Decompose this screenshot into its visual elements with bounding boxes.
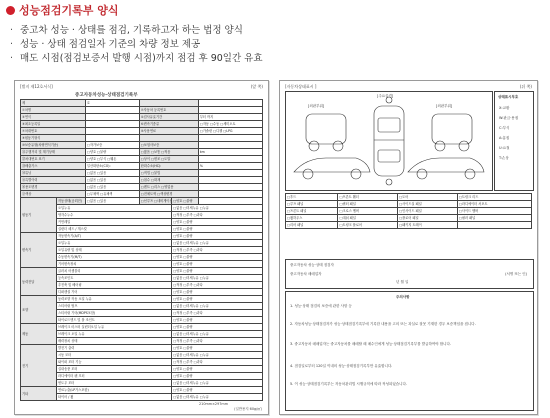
inspection-row bbox=[21, 254, 263, 261]
info-cell: □없음 □있음 bbox=[85, 177, 139, 184]
item-options: □양호 □불량 bbox=[172, 233, 263, 240]
check-cell: □사이드실 패널 bbox=[398, 201, 458, 208]
info-cell: □렌트 □리스 □영업용 bbox=[139, 184, 198, 191]
inspection-row bbox=[21, 226, 263, 233]
item-options: □양호 □불량 bbox=[172, 296, 263, 303]
check-cell: □프론트 휀더 bbox=[338, 194, 398, 201]
info-row bbox=[21, 170, 263, 177]
legend-title: 상태표시부호 bbox=[498, 95, 519, 99]
dot-icon: · bbox=[10, 39, 14, 50]
info-cell: 탄화수소(HC): bbox=[139, 163, 198, 170]
inspection-row bbox=[21, 352, 263, 359]
check-cell: □트렁크 플로어 bbox=[338, 222, 398, 229]
check-row bbox=[286, 201, 532, 208]
item-options: □양호 □불량 bbox=[172, 366, 263, 373]
info-cell: □양호 □불량 bbox=[85, 149, 139, 156]
legend-item: X:교환 bbox=[499, 106, 510, 110]
check-cell: □라디에이터 서포트 bbox=[457, 201, 531, 208]
date-label: 년 월 일 bbox=[396, 280, 409, 284]
form-number: [별지 제12호서식] bbox=[20, 84, 53, 89]
info-row bbox=[21, 107, 263, 114]
item-label: 자동변속기(A/T) bbox=[56, 233, 171, 240]
legend-box bbox=[494, 91, 534, 191]
check-cell: □쿼터 패널 bbox=[338, 201, 398, 208]
legend-item: T:손상 bbox=[499, 156, 509, 160]
inspection-row bbox=[21, 331, 263, 338]
inspection-row bbox=[21, 317, 263, 324]
item-options: □양호 □불량 bbox=[172, 317, 263, 324]
info-row bbox=[21, 142, 263, 149]
inspection-row bbox=[21, 366, 263, 373]
info-cell: □보험사보증 bbox=[139, 142, 198, 149]
dot-icon: · bbox=[10, 53, 14, 64]
info-cell: □무채색 □유채색 bbox=[85, 191, 139, 198]
notice-item: 1. 성능·상태 점검의 보증에 관한 사항 등 bbox=[290, 304, 352, 308]
title-text: 성능점검기록부 양식 bbox=[19, 4, 119, 17]
info-cell: ④검사유효기간 bbox=[139, 114, 198, 121]
item-label: 실내송풍 모터 bbox=[56, 366, 171, 373]
paper-spec: (일반용지 60g/㎡) bbox=[234, 407, 262, 411]
inspector-label: 중고자동차 성능·상태 점검자 bbox=[290, 263, 334, 267]
info-cell: □상이 □변조 □도말 bbox=[139, 156, 198, 163]
info-cell: □자동 □수동 □세미오토 bbox=[198, 121, 262, 128]
item-label: 오일유량 및 상태 bbox=[56, 247, 171, 254]
check-cell: □휠하우스 bbox=[286, 215, 338, 222]
item-options: □적정 □부족 □과다 bbox=[172, 282, 263, 289]
info-cell: ⑪주행거리 및 계기상태 bbox=[21, 149, 86, 156]
info-cell: □침수 □화재 bbox=[139, 177, 198, 184]
dealer-label: 중고자동차 매매업자 bbox=[290, 272, 322, 276]
item-options: □양호 □불량 bbox=[172, 261, 263, 268]
info-row bbox=[21, 100, 263, 107]
info-row bbox=[21, 128, 263, 135]
info-cell bbox=[198, 100, 262, 107]
info-cell bbox=[85, 135, 139, 142]
inspection-row bbox=[21, 394, 263, 401]
inspection-row bbox=[21, 219, 263, 226]
item-options: □적정 □부족 □과다 bbox=[172, 247, 263, 254]
item-label: 라디에이터 팬 모터 bbox=[56, 373, 171, 380]
section-label: 전기 bbox=[21, 345, 57, 387]
info-cell: ⑩보증유형(차량연식기준) bbox=[21, 142, 86, 149]
item-label: 오일누유 bbox=[56, 240, 171, 247]
info-cell: □없음 □있음 bbox=[85, 184, 139, 191]
info-cell bbox=[198, 156, 262, 163]
inspection-row bbox=[21, 212, 263, 219]
inspection-row bbox=[21, 247, 263, 254]
info-row bbox=[21, 177, 263, 184]
inspection-row bbox=[21, 268, 263, 275]
info-cell bbox=[85, 121, 139, 128]
item-label: 윈도우 모터 bbox=[56, 380, 171, 387]
item-label: 와이퍼 모터 기능 bbox=[56, 359, 171, 366]
item-label: 수동변속기(M/T) bbox=[56, 254, 171, 261]
notice-box bbox=[285, 291, 534, 411]
diagram-label: [자동차상태표시 ] bbox=[285, 84, 317, 89]
info-cell: ②자동차 등록번호 bbox=[139, 107, 198, 114]
item-label: 디퍼렌셜 기어 bbox=[56, 289, 171, 296]
car-diagram bbox=[285, 91, 493, 191]
item-label: 배력장치 상태 bbox=[56, 338, 171, 345]
item-label: 브레이크 마스터 실린더오일 누유 bbox=[56, 324, 171, 331]
form-heading: 중고자동차성능·상태점검기록부 bbox=[75, 93, 138, 98]
legend-item: A:흠집 bbox=[499, 136, 510, 140]
item-label: 실린더 헤드 / 개스킷 bbox=[56, 226, 171, 233]
check-cell: □패키지 트레이 bbox=[398, 222, 458, 229]
paper-size: 210mm×297mm bbox=[199, 402, 228, 406]
info-cell bbox=[85, 107, 139, 114]
item-label: 연료누출(LP가스포함) bbox=[56, 387, 171, 394]
info-cell: ⑤최초등록일 bbox=[21, 121, 86, 128]
check-cell bbox=[457, 222, 531, 229]
legend-item: C:부식 bbox=[499, 126, 510, 130]
inspection-row bbox=[21, 240, 263, 247]
check-row bbox=[286, 222, 532, 229]
info-cell bbox=[85, 114, 139, 121]
notice-item: 4. 점검일로부터 120일 이내의 성능·상태점검기록부만 유효합니다. bbox=[290, 364, 393, 368]
info-cell bbox=[198, 177, 262, 184]
item-options: □적정 □부족 □과다 bbox=[172, 359, 263, 366]
item-options: □양호 □불량 bbox=[172, 198, 263, 205]
item-options: □없음 □미세누유 □누유 bbox=[172, 394, 263, 401]
check-cell: □리어 패널 bbox=[286, 222, 338, 229]
item-options: □없음 □미세누유 □누유 bbox=[172, 352, 263, 359]
item-options: □적정 □부족 □과다 bbox=[172, 212, 263, 219]
info-cell: □선루프 □네비게이션 bbox=[139, 198, 198, 205]
info-cell: 제 bbox=[21, 100, 86, 107]
inspection-row bbox=[21, 310, 263, 317]
vehicle-info-table bbox=[20, 99, 263, 205]
item-label: 동력조향 작동 오일 누유 bbox=[56, 296, 171, 303]
info-cell: □전체도색 □색상변경 bbox=[139, 191, 198, 198]
info-cell: □없음 □있음 bbox=[85, 198, 139, 205]
inspection-row bbox=[21, 373, 263, 380]
check-cell: □대쉬 패널 bbox=[338, 215, 398, 222]
page-side: (앞 쪽) bbox=[250, 84, 263, 89]
inspection-row bbox=[21, 233, 263, 240]
check-cell: □루프 패널 bbox=[286, 201, 338, 208]
check-cell: □필러 패널 bbox=[457, 215, 531, 222]
info-cell: □없음 □있음 bbox=[85, 170, 139, 177]
bullet-icon bbox=[6, 6, 15, 15]
section-label: 기타 bbox=[21, 387, 57, 401]
info-cell: ⑨원동기형식 bbox=[21, 135, 86, 142]
item-options: □양호 □불량 bbox=[172, 373, 263, 380]
item-label: 스티어링 펌프 bbox=[56, 303, 171, 310]
parts-check-table bbox=[285, 193, 532, 229]
legend-item: W:판금·용접 bbox=[499, 116, 519, 120]
inspection-row bbox=[21, 345, 263, 352]
info-cell bbox=[198, 142, 262, 149]
item-options: □없음 □미세누유 □누유 bbox=[172, 275, 263, 282]
check-cell: □도어 bbox=[398, 194, 458, 201]
check-cell: □프론트 패널 bbox=[286, 208, 338, 215]
item-label: 브레이크 오일 누유 bbox=[56, 331, 171, 338]
info-cell: ⑰색상 bbox=[21, 191, 86, 198]
inspection-row bbox=[21, 359, 263, 366]
inspection-table bbox=[20, 197, 263, 401]
info-row bbox=[21, 163, 263, 170]
info-cell bbox=[139, 100, 198, 107]
info-cell: □양호 □부식 □훼손 bbox=[85, 156, 139, 163]
inspection-row bbox=[21, 387, 263, 394]
page-side: (뒤 쪽) bbox=[519, 84, 532, 89]
info-cell bbox=[198, 135, 262, 142]
info-cell: □가솔린 □디젤 □LPG bbox=[198, 128, 262, 135]
notice-item: 2. 자동차성능·상태점검자가 성능·상태점검기록부에 기록한 내용을 고의 또는 과실로 잘못 기재한 경우 보증책임을 집니다. bbox=[290, 322, 476, 326]
item-options: □적정 □부족 □과다 bbox=[172, 338, 263, 345]
form-back-image bbox=[279, 80, 538, 415]
dot-icon: · bbox=[10, 25, 14, 36]
item-options: □양호 □불량 bbox=[172, 345, 263, 352]
info-cell: 일산화탄소(CO): bbox=[85, 163, 139, 170]
item-label: 클러치 어셈블리 bbox=[56, 268, 171, 275]
inspection-row bbox=[21, 261, 263, 268]
info-cell: km bbox=[198, 149, 262, 156]
info-cell: □자가보증 bbox=[85, 142, 139, 149]
info-cell: ⑯용도변경 bbox=[21, 184, 86, 191]
sign-label: (서명 또는 인) bbox=[505, 272, 527, 276]
item-label: 기어변속장치 bbox=[56, 261, 171, 268]
item-label: 작동상태(공회전) bbox=[56, 198, 171, 205]
info-cell: ①차명 bbox=[21, 107, 86, 114]
check-cell: □트렁크 리드 bbox=[457, 194, 531, 201]
info-cell: ⑮특별이력 bbox=[21, 177, 86, 184]
item-label: 냉각수누수 bbox=[56, 212, 171, 219]
item-options: □없음 □미세누유 □누유 bbox=[172, 240, 263, 247]
item-options: □적정 □부족 □과다 bbox=[172, 310, 263, 317]
inspection-row bbox=[21, 303, 263, 310]
info-cell: ⑬배출가스 bbox=[21, 163, 86, 170]
item-options: □없음 □미세누유 □누유 bbox=[172, 380, 263, 387]
section-label: 제동 bbox=[21, 324, 57, 345]
item-label: 커먼레일 bbox=[56, 219, 171, 226]
frame-label: [주요골격] bbox=[377, 94, 394, 98]
item-options: □없음 □미세누유 □누유 bbox=[172, 303, 263, 310]
notice-heading: 주의사항 bbox=[396, 295, 410, 299]
item-label: 오일누유 bbox=[56, 205, 171, 212]
info-row bbox=[21, 184, 263, 191]
info-cell bbox=[198, 170, 262, 177]
bullet-item: · 성능 · 상태 점검일자 기준의 차량 정보 제공 bbox=[10, 39, 201, 50]
item-options: □양호 □불량 bbox=[172, 268, 263, 275]
info-cell: 호 bbox=[85, 100, 139, 107]
item-options: □양호 □불량 bbox=[172, 324, 263, 331]
check-cell: □후드 bbox=[286, 194, 338, 201]
section-label: 원동기 bbox=[21, 198, 57, 233]
check-cell: □사이드 멤버 bbox=[457, 208, 531, 215]
item-options: □양호 □불량 bbox=[172, 387, 263, 394]
item-label: 발전기 출력 bbox=[56, 345, 171, 352]
info-cell: ⑥변속기종류 bbox=[139, 121, 198, 128]
info-cell: ⑫차대번호 표기 bbox=[21, 156, 86, 163]
item-options: □양호 □불량 bbox=[172, 226, 263, 233]
info-cell: ③연식 bbox=[21, 114, 86, 121]
inspection-row bbox=[21, 198, 263, 205]
info-cell bbox=[139, 135, 198, 142]
inspection-row bbox=[21, 338, 263, 345]
check-row bbox=[286, 194, 532, 201]
notice-item: 3. 중고자동차 매매업자는 중고자동차를 매매할 때 매수인에게 성능·상태점검기록부를 발급하여야 합니다. bbox=[290, 342, 451, 346]
legend-item: U:요철 bbox=[499, 146, 510, 150]
inspection-row bbox=[21, 205, 263, 212]
section-label: 동력전달 bbox=[21, 268, 57, 296]
item-options: □양호 □불량 bbox=[172, 254, 263, 261]
info-cell: ⑭튜닝 bbox=[21, 170, 86, 177]
item-label: 타이어 / 휠 bbox=[56, 394, 171, 401]
item-label: 등속조인트 bbox=[56, 275, 171, 282]
check-cell: □크로스 멤버 bbox=[338, 208, 398, 215]
notice-item: 5. 이 성능·상태점검기록부는 자동차관리법 시행규칙에 따라 작성되었습니다. bbox=[290, 382, 408, 386]
inspection-row bbox=[21, 289, 263, 296]
info-row bbox=[21, 114, 263, 121]
info-cell: % bbox=[198, 163, 262, 170]
inspection-row bbox=[21, 275, 263, 282]
info-cell: ⑧사용연료 bbox=[139, 128, 198, 135]
info-row bbox=[21, 149, 263, 156]
bullet-item: · 매도 시점(점검보증서 발행 시점)까지 점검 후 90일간 유효 bbox=[10, 53, 263, 64]
signature-area bbox=[285, 259, 534, 289]
item-label: 타이로드엔드 및 볼 조인트 bbox=[56, 317, 171, 324]
info-row bbox=[21, 121, 263, 128]
info-cell: 부터 까지 bbox=[198, 114, 262, 121]
bullet-item: · 중고차 성능 · 상태를 점검, 기록하고자 하는 법정 양식 bbox=[10, 25, 243, 36]
info-cell: □적법 □불법 bbox=[139, 170, 198, 177]
item-options: □양호 □불량 bbox=[172, 219, 263, 226]
item-options: □없음 □미세누유 □누유 bbox=[172, 205, 263, 212]
item-label: 스티어링 기어(MDPS포함) bbox=[56, 310, 171, 317]
inspection-row bbox=[21, 324, 263, 331]
outer-label-left: [외판부위] bbox=[308, 104, 325, 108]
bullet-list bbox=[10, 24, 263, 66]
check-row bbox=[286, 215, 532, 222]
section-label: 변속기 bbox=[21, 233, 57, 268]
check-row bbox=[286, 208, 532, 215]
outer-label-right: [외판부위] bbox=[436, 104, 453, 108]
item-options: □없음 □미세누유 □누유 bbox=[172, 331, 263, 338]
inspection-row bbox=[21, 296, 263, 303]
info-cell: □많음 □보통 □적음 bbox=[139, 149, 198, 156]
info-row bbox=[21, 156, 263, 163]
info-cell bbox=[198, 184, 262, 191]
section-label: 조향 bbox=[21, 296, 57, 324]
info-cell bbox=[85, 128, 139, 135]
item-label: 추진축 및 베어링 bbox=[56, 282, 171, 289]
check-cell: □플로어 패널 bbox=[398, 215, 458, 222]
page-title bbox=[6, 3, 118, 17]
check-cell: □인사이드 패널 bbox=[398, 208, 458, 215]
form-front-image bbox=[14, 80, 269, 415]
info-cell: ⑦차대번호 bbox=[21, 128, 86, 135]
item-options: □양호 □불량 bbox=[172, 289, 263, 296]
inspection-row bbox=[21, 380, 263, 387]
inspection-row bbox=[21, 282, 263, 289]
item-label: 시동 모터 bbox=[56, 352, 171, 359]
info-cell bbox=[198, 107, 262, 114]
info-row bbox=[21, 135, 263, 142]
